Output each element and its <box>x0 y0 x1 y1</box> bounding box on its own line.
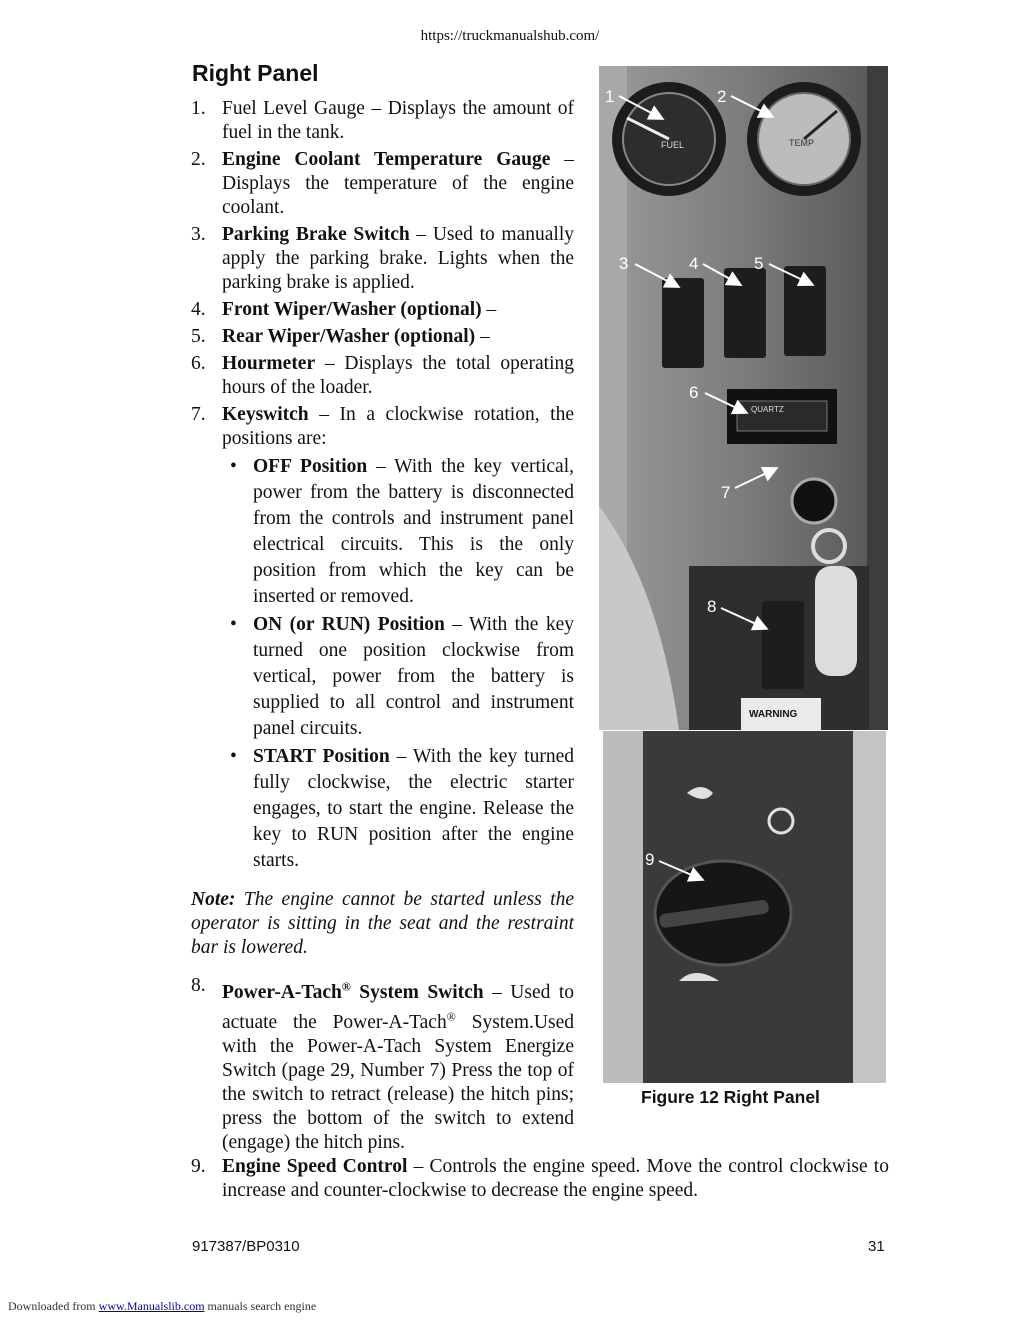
speed-control-illustration <box>603 731 886 1083</box>
panel-photo <box>599 66 888 730</box>
section-title: Right Panel <box>192 60 319 86</box>
item-text: – <box>481 299 497 320</box>
callout-1: 1 <box>605 87 615 106</box>
item-label: Hourmeter <box>222 353 316 374</box>
item-text: – Used to actuate the Power-A-Tach® System.Used with the Power-A-Tach System Energize Switch (page 29, Number 7) Press the top of the switch to retract (release) the hitch pins; press the bottom of the switch to extend (engage) the hitch pins. <box>222 981 574 1153</box>
temp-gauge-icon <box>747 82 861 196</box>
svg-text:QUARTZ: QUARTZ <box>751 405 784 414</box>
document-id: 917387/BP0310 <box>192 1238 300 1255</box>
note-text: The engine cannot be started unless the operator is sitting in the seat and the restraint bar is lowered. <box>191 889 574 958</box>
callout-3: 3 <box>619 254 629 273</box>
front-wiper-switch-icon <box>724 268 766 358</box>
item-label: Power-A-Tach® System Switch <box>222 979 484 1003</box>
callout-5: 5 <box>754 254 764 273</box>
list-item: 7. Keyswitch – In a clockwise rotation, the positions are: • OFF Position – With the key vertical, power from the battery is disconnected from the controls and instrument panel electrical circuits. This is the only position from which the key can be inserted or removed. • ON (or RUN) Position – With the key turned one position clockwise from vertical, power from the battery is supplied to all control and instrument panel circuits. • START Position – With the key turned fully clockwise, the electric starter engages, to start the engine. Release the key to RUN position after the engine starts. <box>191 403 574 874</box>
position-text: – With the key vertical, power from the battery is disconnected from the controls and instrument panel electrical circuits. This is the only position from which the key can be inserted or removed. <box>253 456 574 607</box>
callout-6: 6 <box>689 383 699 402</box>
item-text: – <box>475 326 490 347</box>
callout-4: 4 <box>689 254 699 273</box>
keyswitch-icon <box>792 479 836 523</box>
figure-caption: Figure 12 Right Panel <box>641 1087 820 1107</box>
position-text: – With the key turned fully clockwise, the electric starter engages, to start the engine. Release the key to RUN position after the engine starts. <box>253 746 575 871</box>
position-label: START Position <box>253 746 390 767</box>
item-label: Engine Speed Control <box>222 1156 408 1177</box>
svg-text:FUEL: FUEL <box>661 140 685 150</box>
full-width-column <box>191 1155 889 1206</box>
speed-control-photo <box>603 731 886 1083</box>
svg-text:WARNING: WARNING <box>749 709 798 720</box>
item-text: – In a clockwise rotation, the positions are: <box>222 404 574 449</box>
list-item: 1. Fuel Level Gauge – Displays the amount of fuel in the tank. <box>191 98 574 143</box>
callout-9: 9 <box>645 850 655 869</box>
svg-text:TEMP: TEMP <box>789 138 815 148</box>
item-label: Rear Wiper/Washer (optional) <box>222 326 476 347</box>
left-column <box>191 97 574 1158</box>
fuel-gauge-icon <box>612 82 726 196</box>
position-label: ON (or RUN) Position <box>253 614 445 635</box>
list-item: 5. Rear Wiper/Washer (optional) – <box>191 326 490 347</box>
component-list <box>191 97 574 874</box>
callout-8: 8 <box>707 597 717 616</box>
component-list-continued <box>191 974 574 1155</box>
component-list-end <box>191 1155 889 1203</box>
list-item: 9. Engine Speed Control – Controls the engine speed. Move the control clockwise to increase and counter-clockwise to decrease the engine speed. <box>191 1156 889 1201</box>
page-number: 31 <box>868 1238 885 1255</box>
item-label: Front Wiper/Washer (optional) <box>222 299 482 320</box>
download-footer: Downloaded from www.Manualslib.com manuals search engine <box>8 1299 317 1313</box>
list-item: 8. Power-A-Tach® System Switch – Used to actuate the Power-A-Tach® System.Used with the Power-A-Tach System Energize Switch (page 29, Number 7) Press the top of the switch to retract (release) the hitch pins; press the bottom of the switch to extend (engage) the hitch pins. <box>191 975 574 1153</box>
list-item: 3. Parking Brake Switch – Used to manually apply the parking brake. Lights when the parking brake is applied. <box>191 224 574 293</box>
list-item: • OFF Position – With the key vertical, power from the battery is disconnected from the controls and instrument panel electrical circuits. This is the only position from which the key can be inserted or removed. <box>230 456 574 607</box>
position-text: – With the key turned one position clockwise from vertical, power from the battery is supplied to all control and instrument panel circuits. <box>253 614 574 739</box>
item-text: – Displays the temperature of the engine coolant. <box>222 149 574 218</box>
item-label: Keyswitch <box>222 404 309 425</box>
item-text: – Controls the engine speed. Move the control clockwise to increase and counter-clockwise to decrease the engine speed. <box>222 1156 889 1201</box>
list-item: • START Position – With the key turned fully clockwise, the electric starter engages, to start the engine. Release the key to RUN position after the engine starts. <box>230 746 575 871</box>
item-text: – Displays the total operating hours of the loader. <box>222 353 574 398</box>
list-item: 6. Hourmeter – Displays the total operating hours of the loader. <box>191 353 574 398</box>
power-a-tach-switch-icon <box>762 601 804 689</box>
key-icon <box>815 566 857 676</box>
manualslib-link[interactable]: www.Manualslib.com <box>98 1299 205 1313</box>
note-label: Note: <box>191 889 236 910</box>
rear-wiper-switch-icon <box>784 266 826 356</box>
keyswitch-positions <box>222 454 574 874</box>
parking-brake-switch-icon <box>662 278 704 368</box>
list-item: • ON (or RUN) Position – With the key turned one position clockwise from vertical, power from the battery is supplied to all control and instrument panel circuits. <box>230 614 574 739</box>
panel-illustration <box>599 66 888 730</box>
item-label: Parking Brake Switch <box>222 224 410 245</box>
item-label: Engine Coolant Temperature Gauge <box>222 149 551 170</box>
callout-2: 2 <box>717 87 727 106</box>
header-url: https://truckmanualshub.com/ <box>420 28 600 44</box>
position-label: OFF Position <box>253 456 368 477</box>
callout-7: 7 <box>721 483 731 502</box>
note <box>191 888 574 960</box>
list-item: 4. Front Wiper/Washer (optional) – <box>191 299 497 320</box>
list-item: 2. Engine Coolant Temperature Gauge – Displays the temperature of the engine coolant. <box>191 149 574 218</box>
item-text: Fuel Level Gauge – Displays the amount of fuel in the tank. <box>222 98 574 143</box>
item-text: – Used to manually apply the parking brake. Lights when the parking brake is applied. <box>222 224 574 293</box>
